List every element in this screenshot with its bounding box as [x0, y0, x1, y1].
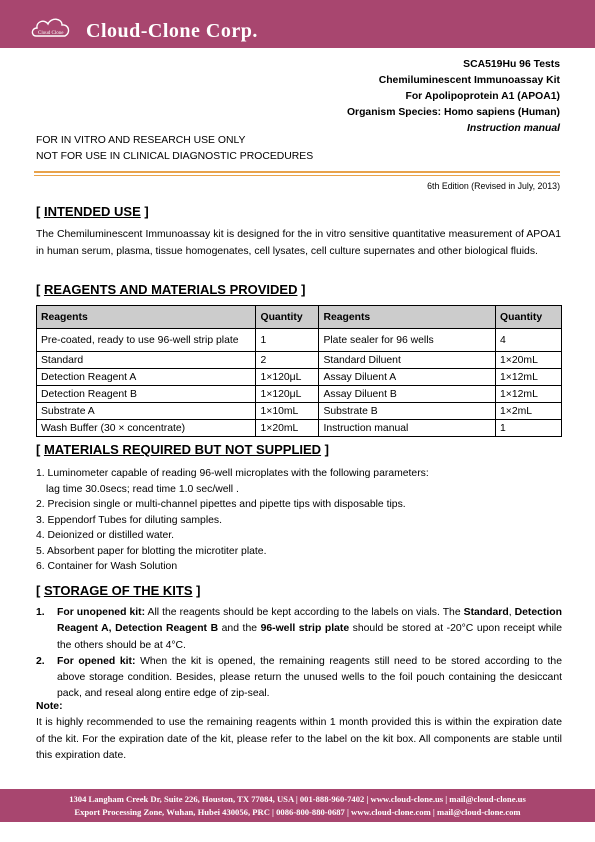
table-cell: Instruction manual — [319, 420, 496, 437]
table-row — [37, 420, 562, 437]
logo-lettering: Cloud Clone — [38, 31, 64, 36]
storage-item-number: 2. — [36, 655, 45, 667]
footer-band — [0, 789, 595, 822]
footer-line-2: Export Processing Zone, Wuhan, Hubei 430056, PRC | 0086-800-880-0687 | www.cloud-clone.com | mail@cloud-clone.com — [74, 807, 521, 817]
table-cell: Wash Buffer (30 × concentrate) — [37, 420, 256, 437]
storage-item-lead: For unopened kit: — [57, 607, 146, 618]
organism-species: Organism Species: Homo sapiens (Human) — [346, 107, 560, 118]
table-cell: 1 — [256, 329, 319, 352]
table-cell: 1 — [496, 420, 562, 437]
list-item: lag time 30.0secs; read time 1.0 sec/well . — [46, 483, 239, 495]
table-cell: Substrate B — [319, 403, 496, 420]
list-item: 5. Absorbent paper for blotting the microtiter plate. — [36, 545, 267, 557]
list-item: 1. Luminometer capable of reading 96-well microplates with the following parameters: — [36, 468, 429, 479]
list-item: 3. Eppendorf Tubes for diluting samples. — [36, 514, 222, 526]
table-cell: Detection Reagent B — [37, 386, 256, 403]
storage-bold: Detection Reagent A, Detection Reagent B — [57, 607, 562, 635]
storage-text: should be stored at -20°C upon receipt while the others should be at 4°C. — [57, 623, 562, 651]
table-row — [37, 329, 562, 352]
storage-bold: Standard — [463, 607, 509, 618]
table-row — [37, 369, 562, 386]
storage-bold: 96-well strip plate — [260, 623, 350, 635]
storage-text: , — [508, 607, 515, 618]
storage-title-text: STORAGE OF THE KITS — [43, 583, 193, 598]
divider-thin — [34, 175, 560, 176]
storage-note — [36, 699, 562, 764]
table-cell: Substrate A — [37, 403, 256, 420]
table-cell: Plate sealer for 96 wells — [319, 329, 496, 352]
table-cell: 1×12mL — [496, 369, 562, 386]
header-quantity-2: Quantity — [496, 306, 562, 329]
product-code: SCA519Hu 96 Tests — [463, 59, 560, 70]
section-title-storage: [ STORAGE OF THE KITS ] — [36, 583, 201, 598]
header-band — [0, 0, 595, 48]
note-text: It is highly recommended to use the remaining reagents within 1 month provided this is within the expiration date of the kit. For the expiration date of the kit, please refer to the label on the kit box. All components are stable until this expiration date. — [36, 717, 562, 761]
note-label: Note: — [36, 701, 63, 712]
table-row — [37, 386, 562, 403]
storage-item-unopened — [36, 605, 562, 654]
usage-line-2: NOT FOR USE IN CLINICAL DIAGNOSTIC PROCEDURES — [36, 151, 314, 162]
materials-list — [36, 466, 429, 575]
table-cell: 1×120μL — [256, 386, 319, 403]
intended-use-title-text: INTENDED USE — [43, 204, 141, 219]
section-title-materials-required: [ MATERIALS REQUIRED BUT NOT SUPPLIED ] — [36, 442, 330, 457]
kit-type: Chemiluminescent Immunoassay Kit — [378, 75, 560, 86]
usage-disclaimer — [36, 133, 313, 165]
intended-use-text: The Chemiluminescent Immunoassay kit is designed for the in vitro sensitive quantitative measurement of APOA1 in human serum, plasma, tissue homogenates, cell lysates, cell culture supernates and other biological fluids. — [36, 229, 561, 257]
table-cell: 1×12mL — [496, 386, 562, 403]
reagents-title-text: REAGENTS AND MATERIALS PROVIDED — [43, 282, 298, 297]
section-title-reagents: [ REAGENTS AND MATERIALS PROVIDED ] — [36, 282, 306, 297]
table-cell: 1×2mL — [496, 403, 562, 420]
storage-item-opened — [36, 654, 562, 703]
table-cell: Standard — [37, 352, 256, 369]
table-cell: Pre-coated, ready to use 96-well strip plate — [37, 329, 256, 352]
product-info — [347, 57, 560, 137]
storage-list — [36, 605, 562, 703]
storage-text: All the reagents should be kept according to the labels on vials. The — [145, 607, 464, 618]
kit-target: For Apolipoprotein A1 (APOA1) — [405, 91, 560, 102]
table-cell: 1×20mL — [256, 420, 319, 437]
storage-item-number: 1. — [36, 607, 45, 618]
table-cell: 1×20mL — [496, 352, 562, 369]
storage-text: and the — [218, 623, 261, 635]
divider-thick — [34, 171, 560, 173]
list-item: 2. Precision single or multi-channel pipettes and pipette tips with disposable tips. — [36, 499, 406, 510]
table-row — [37, 352, 562, 369]
header-quantity-1: Quantity — [256, 306, 319, 329]
table-row — [37, 403, 562, 420]
table-cell: Standard Diluent — [319, 352, 496, 369]
table-cell: Assay Diluent B — [319, 386, 496, 403]
storage-item-lead: For opened kit: — [57, 655, 136, 667]
list-item: 6. Container for Wash Solution — [36, 561, 178, 572]
section-title-intended-use: [ INTENDED USE ] — [36, 204, 149, 219]
reagents-table — [36, 305, 562, 437]
cloud-logo-icon — [30, 14, 72, 40]
table-cell: 1×10mL — [256, 403, 319, 420]
header-reagents-1: Reagents — [37, 306, 256, 329]
usage-line-1: FOR IN VITRO AND RESEARCH USE ONLY — [36, 135, 246, 146]
table-cell: 4 — [496, 329, 562, 352]
table-cell: Assay Diluent A — [319, 369, 496, 386]
list-item: 4. Deionized or distilled water. — [36, 530, 175, 541]
brand-name: Cloud-Clone Corp. — [86, 20, 258, 42]
storage-text: When the kit is opened, the remaining reagents still need to be stored according to the above storage condition. Besides, please return the unused wells to the foil pouch containing the desiccant pack, and reseal along entire edge of zip-seal. — [57, 655, 562, 700]
edition-note: 6th Edition (Revised in July, 2013) — [427, 181, 560, 191]
materials-title-text: MATERIALS REQUIRED BUT NOT SUPPLIED — [43, 442, 322, 457]
table-cell: Detection Reagent A — [37, 369, 256, 386]
footer-line-1: 1304 Langham Creek Dr, Suite 226, Houston, TX 77084, USA | 001-888-960-7402 | www.cloud-clone.us | mail@cloud-clone.us — [69, 794, 526, 804]
table-cell: 2 — [256, 352, 319, 369]
table-header-row — [37, 306, 562, 329]
manual-label: Instruction manual — [467, 123, 560, 134]
header-reagents-2: Reagents — [319, 306, 496, 329]
table-cell: 1×120μL — [256, 369, 319, 386]
